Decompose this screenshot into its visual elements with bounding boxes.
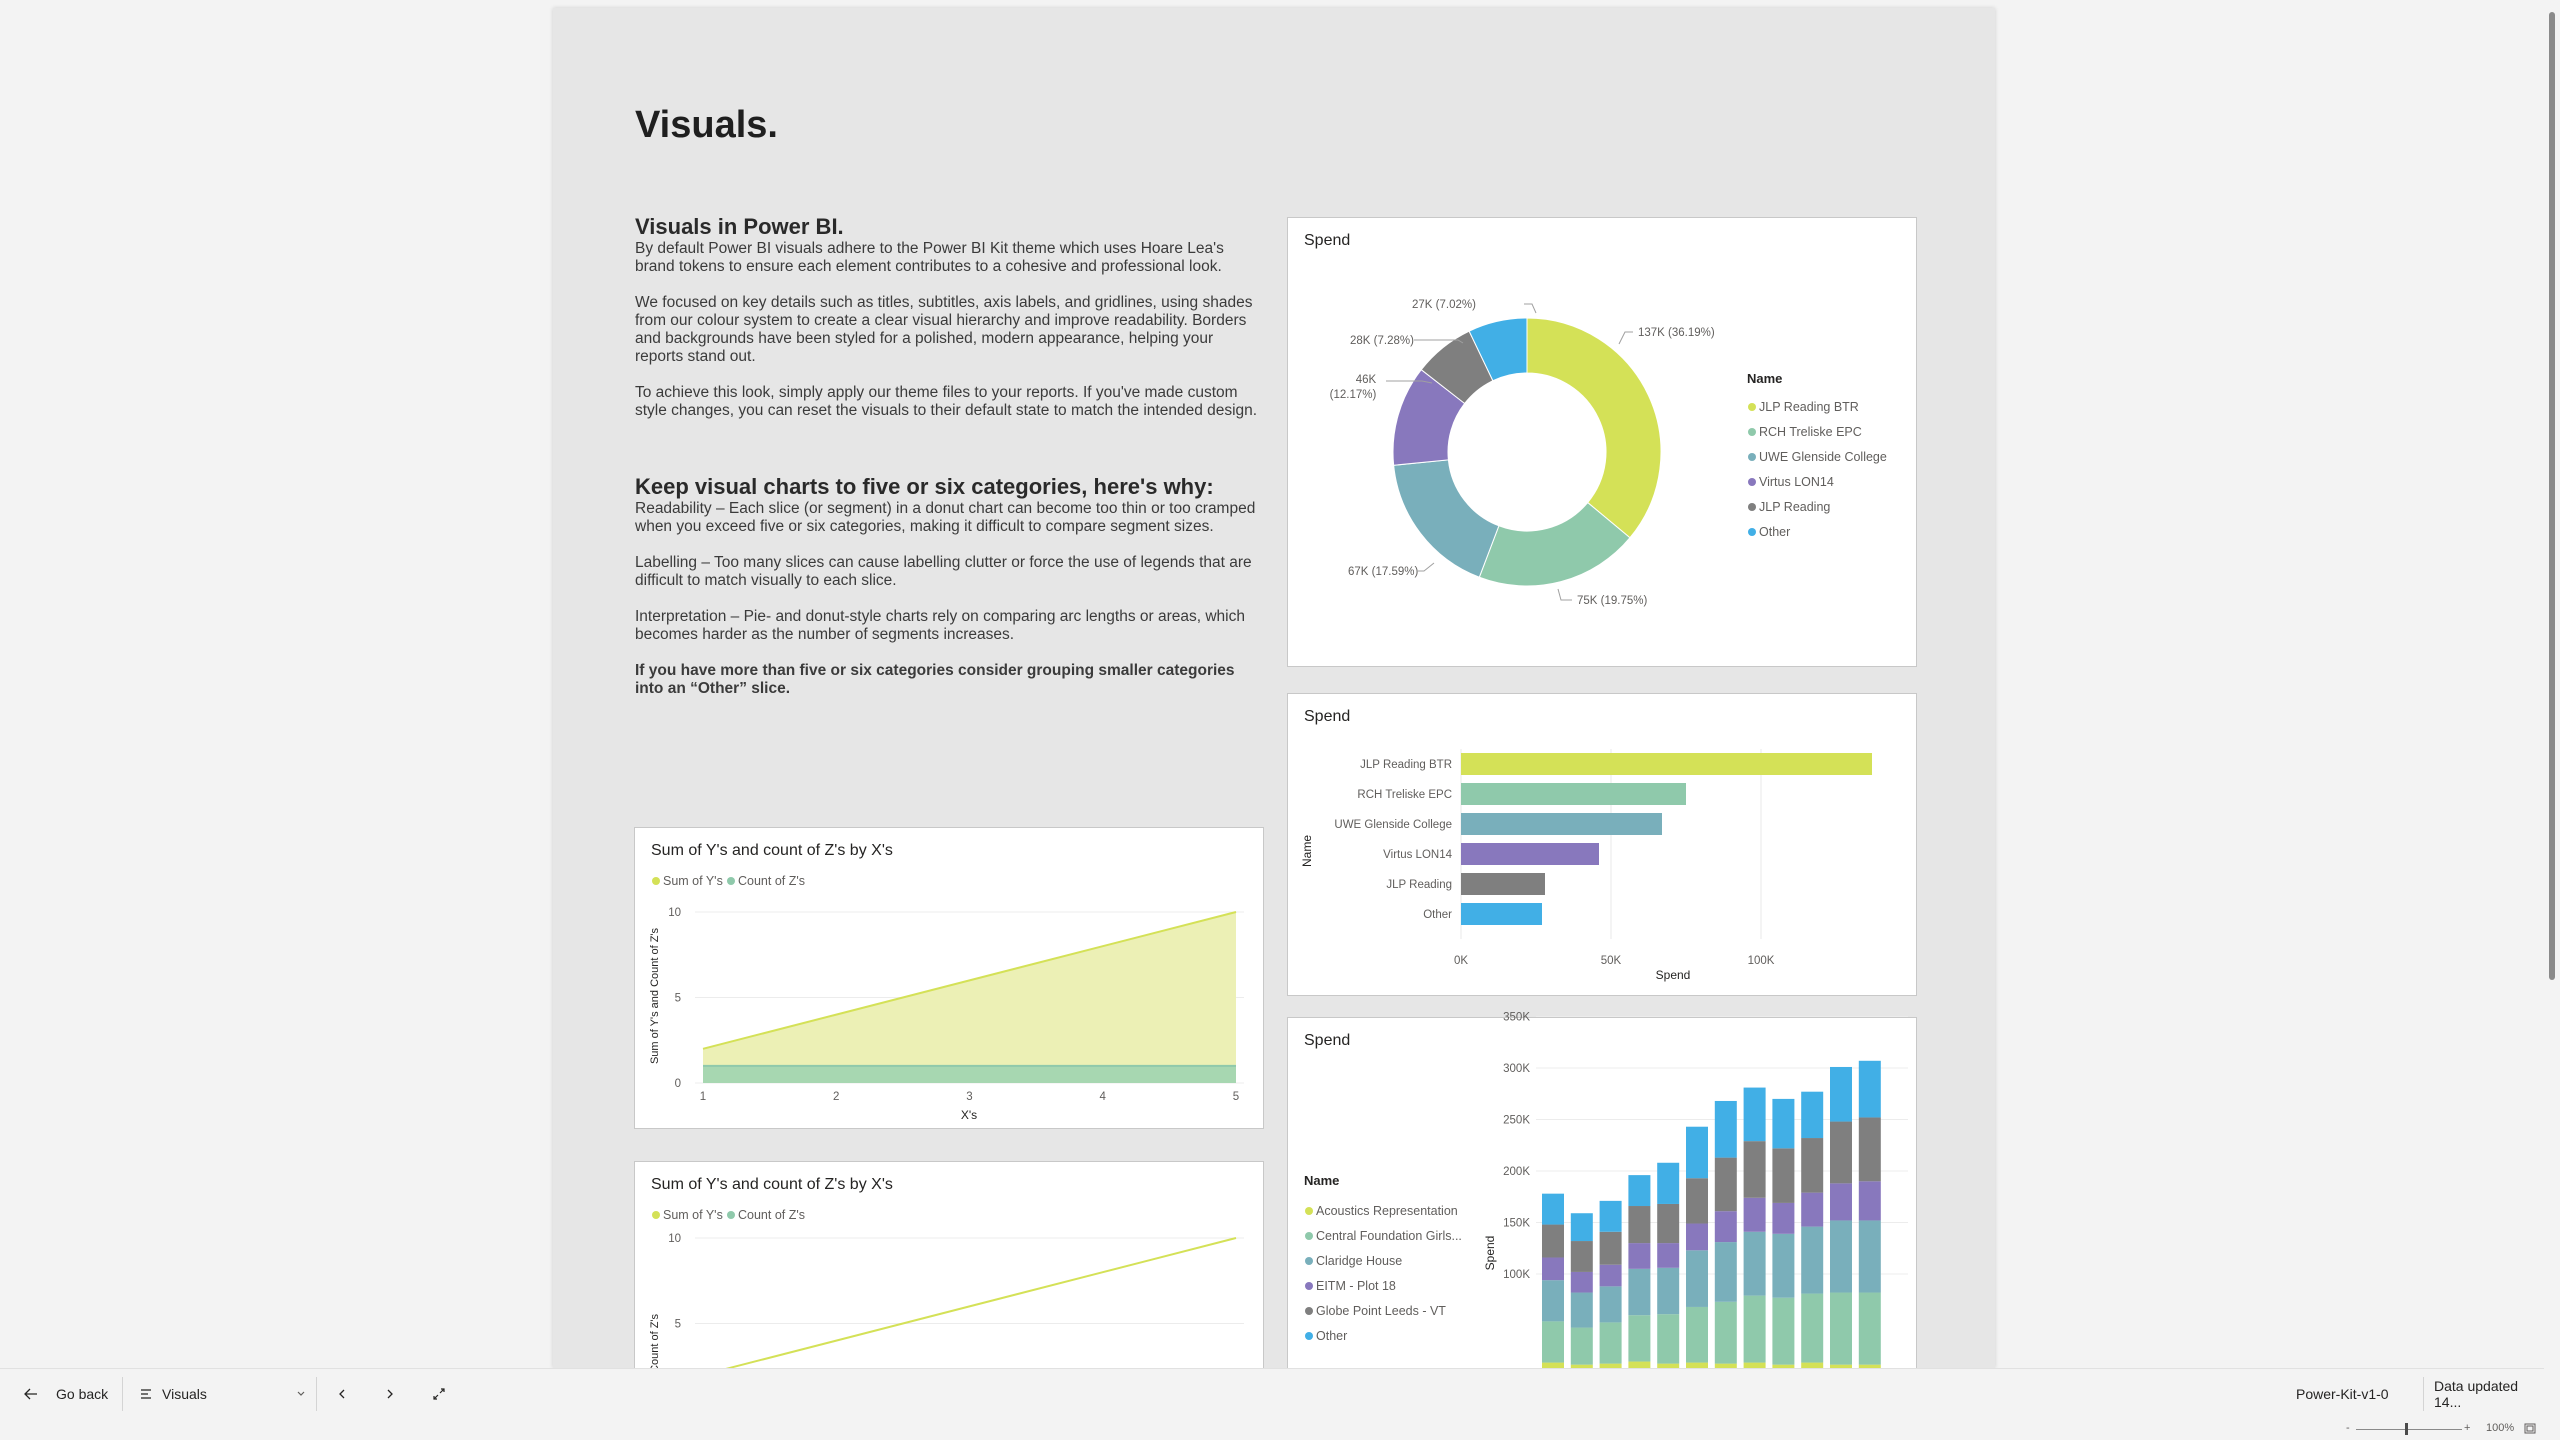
- divider: [2423, 1377, 2424, 1411]
- y-tick-label: 150K: [1503, 1217, 1530, 1230]
- bar: [1461, 843, 1599, 865]
- x-tick-label: 3: [966, 1091, 973, 1103]
- legend-title: Name: [1747, 371, 1783, 386]
- legend-item: JLP Reading: [1759, 500, 1831, 514]
- donut-slice: [1394, 460, 1499, 577]
- legend-item: Sum of Y's: [663, 874, 723, 888]
- area-chart[interactable]: [635, 828, 1265, 1130]
- bar: [1461, 753, 1872, 775]
- column-segment: [1600, 1265, 1622, 1287]
- zoom-slider-thumb[interactable]: [2405, 1423, 2408, 1435]
- legend-item: Other: [1316, 1329, 1348, 1343]
- intro-text-block: [635, 214, 1265, 438]
- legend-marker: [652, 1211, 660, 1219]
- legend-marker: [1748, 503, 1756, 511]
- legend-marker: [1305, 1207, 1313, 1215]
- y-tick-label: 0: [674, 1078, 681, 1090]
- column-segment: [1686, 1307, 1708, 1363]
- column-segment: [1686, 1224, 1708, 1251]
- x-tick-label: 100K: [1747, 955, 1775, 967]
- categories-text-block: [635, 474, 1265, 716]
- go-back-button[interactable]: [24, 1369, 108, 1419]
- column-segment: [1542, 1194, 1564, 1225]
- chevron-right-icon: [384, 1388, 396, 1400]
- column-segment: [1657, 1163, 1679, 1204]
- column-segment: [1801, 1138, 1823, 1193]
- column-segment: [1571, 1241, 1593, 1272]
- column-segment: [1744, 1198, 1766, 1232]
- column-segment: [1744, 1296, 1766, 1363]
- zoom-level: 100%: [2486, 1422, 2515, 1434]
- x-tick-label: 1: [699, 1091, 707, 1103]
- legend-item: Central Foundation Girls...: [1316, 1229, 1462, 1243]
- bar: [1461, 873, 1545, 895]
- category-label: UWE Glenside College: [1334, 819, 1452, 831]
- stacked-column-chart-card[interactable]: [1287, 1011, 1917, 1397]
- bar-chart[interactable]: [1288, 694, 1918, 997]
- paragraph: We focused on key details such as titles, subtitles, axis labels, and gridlines, using shades from our colour system to create a clear visual hierarchy and improve readability. Borders and backgrounds have been styled for a polished, modern appearance, helping your reports stand out.: [635, 294, 1253, 365]
- column-segment: [1542, 1321, 1564, 1362]
- y-tick-label: 250K: [1503, 1114, 1530, 1127]
- column-segment: [1772, 1234, 1794, 1298]
- area-count-of-zs: [703, 1066, 1236, 1083]
- zoom-slider-track[interactable]: [2356, 1429, 2462, 1430]
- paragraph: Labelling – Too many slices can cause labelling clutter or force the use of legends that are difficult to match visually to each slice.: [635, 554, 1252, 589]
- y-tick-label: 200K: [1503, 1166, 1530, 1178]
- report-footer-bar: [0, 1368, 2544, 1419]
- column-segment: [1571, 1213, 1593, 1241]
- expand-icon: [432, 1387, 446, 1401]
- legend-item: UWE Glenside College: [1759, 450, 1887, 464]
- column-segment: [1542, 1258, 1564, 1281]
- column-segment: [1628, 1206, 1650, 1243]
- legend-marker: [1305, 1257, 1313, 1265]
- column-segment: [1657, 1204, 1679, 1243]
- next-page-button[interactable]: [384, 1369, 396, 1419]
- column-segment: [1628, 1243, 1650, 1269]
- column-segment: [1657, 1243, 1679, 1268]
- x-axis-title: Spend: [1655, 968, 1691, 982]
- x-tick-label: 50K: [1600, 955, 1622, 967]
- x-tick-label: 4: [1099, 1091, 1106, 1103]
- column-segment: [1859, 1117, 1881, 1181]
- legend-item: Count of Z's: [738, 874, 805, 888]
- legend-item: Other: [1759, 525, 1791, 539]
- data-updated-text: Data updated 14...: [2434, 1378, 2519, 1410]
- column-segment: [1859, 1220, 1881, 1292]
- column-segment: [1715, 1158, 1737, 1212]
- x-tick-label: 5: [1232, 1091, 1240, 1103]
- data-label: (12.17%): [1329, 389, 1377, 401]
- arrow-left-icon: [24, 1387, 38, 1401]
- legend-marker: [1748, 528, 1756, 536]
- category-label: JLP Reading: [1386, 879, 1452, 891]
- column-segment: [1600, 1201, 1622, 1232]
- data-label: 28K (7.28%): [1350, 335, 1414, 347]
- line-chart-card[interactable]: [634, 1161, 1264, 1391]
- stacked-column-chart[interactable]: [1288, 1011, 1918, 1398]
- page-selector-label: Visuals: [162, 1386, 207, 1402]
- column-segment: [1628, 1175, 1650, 1206]
- column-segment: [1859, 1061, 1881, 1118]
- x-tick-label: 2: [833, 1091, 840, 1103]
- y-tick-label: 10: [668, 1233, 681, 1245]
- divider: [316, 1377, 317, 1411]
- legend-title: Name: [1304, 1173, 1340, 1188]
- legend-item: Globe Point Leeds - VT: [1316, 1304, 1446, 1318]
- chevron-left-icon: [336, 1388, 348, 1400]
- column-segment: [1801, 1193, 1823, 1227]
- data-label: 67K (17.59%): [1348, 566, 1419, 578]
- legend-item: EITM - Plot 18: [1316, 1279, 1396, 1293]
- bar: [1461, 903, 1542, 925]
- section-heading-categories: Keep visual charts to five or six categories, here's why:: [635, 474, 1214, 499]
- data-label: 75K (19.75%): [1577, 595, 1648, 607]
- chart-title: Spend: [1304, 1032, 1351, 1049]
- paragraph: To achieve this look, simply apply our theme files to your reports. If you've made custom style changes, you can reset the visuals to their default state to match the intended design.: [635, 384, 1258, 419]
- x-tick-label: 0K: [1453, 955, 1469, 967]
- y-tick-label: 5: [674, 1318, 681, 1331]
- legend-marker: [727, 877, 735, 885]
- report-name: Power-Kit-v1-0: [2296, 1386, 2389, 1402]
- paragraph: If you have more than five or six categories consider grouping smaller categories into an “Other” slice.: [635, 662, 1235, 697]
- line-chart[interactable]: [635, 1162, 1265, 1392]
- column-segment: [1830, 1220, 1852, 1292]
- chart-title: Sum of Y's and count of Z's by X's: [651, 842, 893, 859]
- column-segment: [1686, 1250, 1708, 1307]
- series-line-sum-of-ys: [703, 1238, 1236, 1375]
- go-back-label: Go back: [56, 1386, 109, 1402]
- column-segment: [1628, 1269, 1650, 1315]
- donut-chart[interactable]: [1288, 218, 1918, 668]
- y-axis-title: Name: [1300, 834, 1314, 868]
- pages-list-icon: [140, 1388, 152, 1400]
- legend-item: JLP Reading BTR: [1759, 400, 1859, 414]
- column-segment: [1830, 1293, 1852, 1365]
- column-segment: [1571, 1293, 1593, 1328]
- scrollbar-thumb[interactable]: [2549, 12, 2555, 980]
- bar: [1461, 783, 1686, 805]
- legend-item: Count of Z's: [738, 1208, 805, 1222]
- column-segment: [1715, 1211, 1737, 1242]
- legend-item: Virtus LON14: [1759, 475, 1834, 489]
- legend-marker: [1748, 403, 1756, 411]
- donut-slice: [1527, 318, 1661, 538]
- column-segment: [1859, 1293, 1881, 1365]
- column-segment: [1801, 1294, 1823, 1363]
- category-label: Virtus LON14: [1383, 849, 1452, 861]
- column-segment: [1801, 1092, 1823, 1138]
- page-title: Visuals.: [635, 104, 778, 146]
- data-label: 46K: [1355, 374, 1377, 386]
- bar-chart-card[interactable]: [1287, 693, 1917, 996]
- paragraph: By default Power BI visuals adhere to the Power BI Kit theme which uses Hoare Lea's brand tokens to ensure each element contributes to a cohesive and professional look.: [635, 240, 1224, 275]
- column-segment: [1542, 1225, 1564, 1258]
- legend-marker: [1748, 478, 1756, 486]
- column-segment: [1859, 1181, 1881, 1220]
- bar: [1461, 813, 1662, 835]
- chart-title: Sum of Y's and count of Z's by X's: [651, 1176, 893, 1193]
- y-axis-title: Spend: [1483, 1235, 1497, 1271]
- y-tick-label: 10: [668, 907, 681, 919]
- y-tick-label: 5: [674, 992, 681, 1005]
- column-segment: [1571, 1272, 1593, 1293]
- column-segment: [1830, 1122, 1852, 1184]
- column-segment: [1744, 1141, 1766, 1198]
- column-segment: [1628, 1315, 1650, 1361]
- column-segment: [1772, 1298, 1794, 1365]
- legend-marker: [652, 877, 660, 885]
- column-segment: [1600, 1322, 1622, 1363]
- zoom-out-button[interactable]: -: [2346, 1422, 2350, 1434]
- column-segment: [1801, 1227, 1823, 1294]
- column-segment: [1772, 1148, 1794, 1203]
- legend-item: RCH Treliske EPC: [1759, 425, 1862, 439]
- column-segment: [1715, 1242, 1737, 1302]
- legend-item: Claridge House: [1316, 1254, 1403, 1268]
- column-segment: [1542, 1280, 1564, 1321]
- column-segment: [1686, 1127, 1708, 1179]
- section-heading-visuals: Visuals in Power BI.: [635, 214, 844, 239]
- page-selector-dropdown[interactable]: [140, 1369, 306, 1419]
- paragraph: Interpretation – Pie- and donut-style charts rely on comparing arc lengths or areas, which becomes harder as the number of segments increases.: [635, 608, 1245, 643]
- column-segment: [1600, 1286, 1622, 1322]
- zoom-in-button[interactable]: +: [2464, 1422, 2471, 1434]
- paragraph: Readability – Each slice (or segment) in a donut chart can become too thin or too cramped when you exceed five or six categories, making it difficult to compare segment sizes.: [635, 500, 1256, 535]
- legend-marker: [1305, 1332, 1313, 1340]
- donut-chart-card[interactable]: [1287, 217, 1917, 667]
- previous-page-button[interactable]: [336, 1369, 348, 1419]
- legend-marker: [1305, 1307, 1313, 1315]
- column-segment: [1830, 1183, 1852, 1220]
- chevron-down-icon: [296, 1389, 306, 1399]
- column-segment: [1744, 1088, 1766, 1142]
- expand-button[interactable]: [432, 1369, 446, 1419]
- column-segment: [1715, 1302, 1737, 1364]
- divider: [122, 1377, 123, 1411]
- y-tick-label: 100K: [1503, 1269, 1530, 1281]
- column-segment: [1830, 1067, 1852, 1122]
- category-label: JLP Reading BTR: [1360, 759, 1452, 771]
- column-segment: [1571, 1328, 1593, 1365]
- y-tick-label: 350K: [1503, 1011, 1530, 1024]
- y-tick-label: 300K: [1503, 1063, 1530, 1075]
- legend-marker: [1748, 428, 1756, 436]
- legend-marker: [1305, 1282, 1313, 1290]
- report-canvas: [553, 8, 1995, 1368]
- column-segment: [1772, 1203, 1794, 1234]
- area-chart-card[interactable]: [634, 827, 1264, 1129]
- legend-marker: [1305, 1232, 1313, 1240]
- data-label: 137K (36.19%): [1638, 327, 1715, 339]
- category-label: RCH Treliske EPC: [1357, 789, 1452, 801]
- column-segment: [1657, 1314, 1679, 1363]
- column-segment: [1715, 1101, 1737, 1158]
- legend-marker: [1748, 453, 1756, 461]
- vertical-scrollbar[interactable]: [2544, 0, 2560, 1440]
- column-segment: [1772, 1099, 1794, 1148]
- chart-title: Spend: [1304, 708, 1351, 725]
- data-label: 27K (7.02%): [1412, 299, 1476, 311]
- status-bar: [0, 1418, 2544, 1440]
- column-segment: [1657, 1268, 1679, 1314]
- legend-item: Acoustics Representation: [1316, 1204, 1458, 1218]
- chart-title: Spend: [1304, 232, 1351, 249]
- category-label: Other: [1423, 909, 1452, 921]
- legend-marker: [727, 1211, 735, 1219]
- column-segment: [1600, 1232, 1622, 1265]
- x-axis-title: X's: [960, 1108, 978, 1122]
- legend-item: Sum of Y's: [663, 1208, 723, 1222]
- column-segment: [1744, 1232, 1766, 1296]
- fit-to-page-icon[interactable]: [2524, 1423, 2536, 1434]
- column-segment: [1686, 1178, 1708, 1223]
- y-axis-title: Sum of Y's and Count of Z's: [649, 927, 661, 1065]
